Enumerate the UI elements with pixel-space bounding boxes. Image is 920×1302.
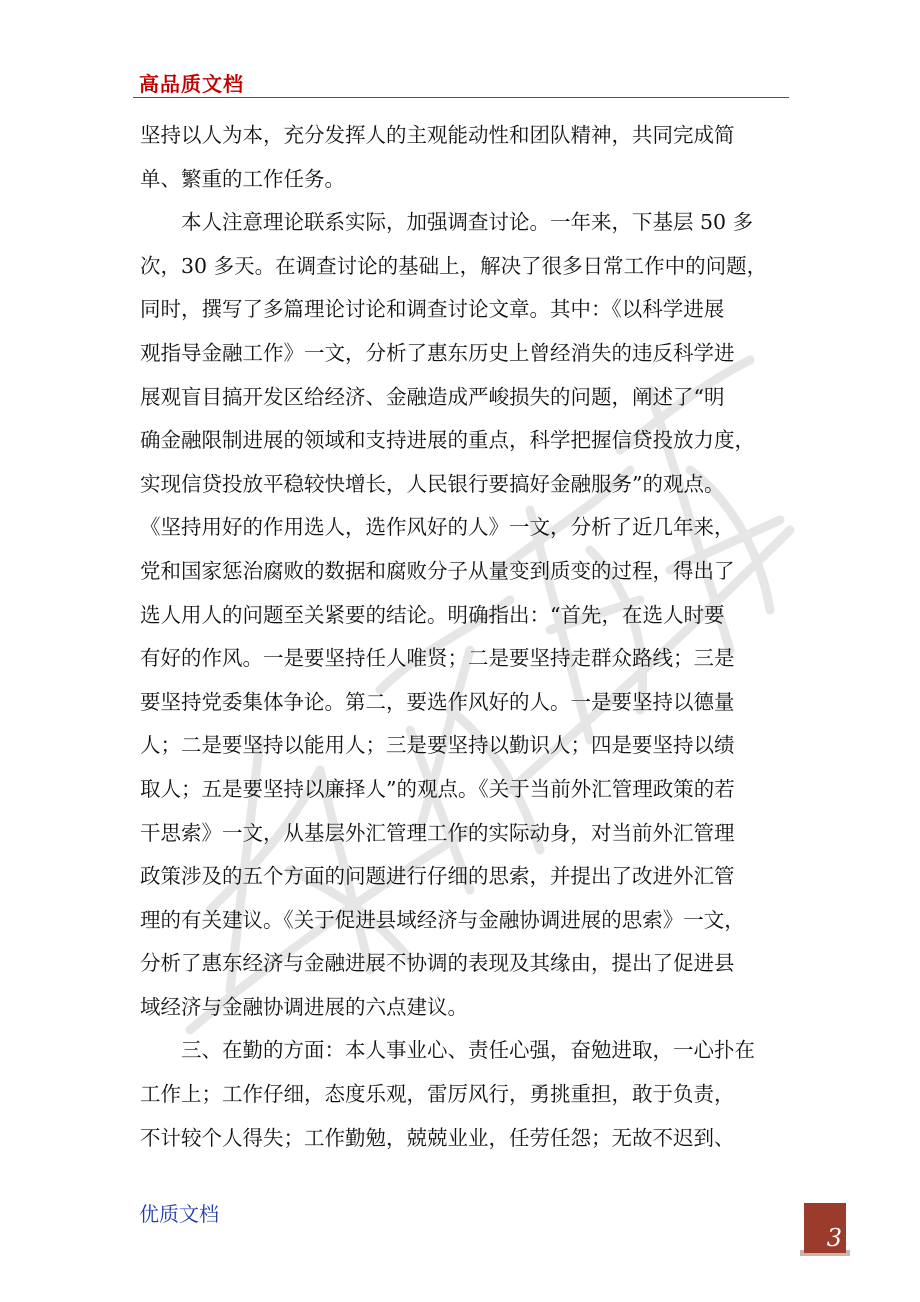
body-line: 有好的作风。一是要坚持任人唯贤；二是要坚持走群众路线；三是 <box>140 646 735 671</box>
body-line: 取人；五是要坚持以廉择人”的观点。《关于当前外汇管理政策的若 <box>140 776 735 801</box>
body-line: 展观盲目搞开发区给经济、金融造成严峻损失的问题，阐述了“明 <box>140 384 725 409</box>
body-line: 工作上；工作仔细，态度乐观，雷厉风行，勇挑重担，敢于负责， <box>140 1082 735 1107</box>
body-line: 域经济与金融协调进展的六点建议。 <box>140 994 468 1019</box>
document-body <box>140 114 792 1160</box>
body-line: 次，30 多天。在调查讨论的基础上，解决了很多日常工作中的问题， <box>140 253 768 278</box>
body-line: 本人注意理论联系实际，加强调查讨论。一年来，下基层 50 多 <box>181 210 754 235</box>
body-line: 党和国家惩治腐败的数据和腐败分子从量变到质变的过程，得出了 <box>140 558 735 583</box>
body-line: 要坚持党委集体争论。第二，要选作风好的人。一是要坚持以德量 <box>140 689 735 714</box>
body-line: 《坚持用好的作用选人，选作风好的人》一文，分析了近几年来， <box>140 515 735 540</box>
body-line: 同时，撰写了多篇理论讨论和调查讨论文章。其中：《以科学进展 <box>140 297 725 322</box>
body-line: 坚持以人为本，充分发挥人的主观能动性和团队精神，共同完成简 <box>140 123 735 147</box>
body-line: 实现信贷投放平稳较快增长，人民银行要搞好金融服务”的观点。 <box>140 471 725 496</box>
body-line: 人；二是要坚持以能用人；三是要坚持以勤识人；四是要坚持以绩 <box>140 733 735 758</box>
body-line: 选人用人的问题至关紧要的结论。明确指出：“首先，在选人时要 <box>140 602 725 627</box>
body-line: 理的有关建议。《关于促进县域经济与金融协调进展的思索》一文， <box>140 907 745 932</box>
body-line: 三、在勤的方面：本人事业心、责任心强，奋勉进取，一心扑在 <box>181 1038 755 1063</box>
body-line: 不计较个人得失；工作勤勉，兢兢业业，任劳任怨；无故不迟到、 <box>140 1125 735 1150</box>
body-line: 分析了惠东经济与金融进展不协调的表现及其缘由，提出了促进县 <box>140 951 735 976</box>
body-line: 干思索》一文，从基层外汇管理工作的实际动身，对当前外汇管理 <box>140 820 735 845</box>
header-title: 高品质文档 <box>139 72 244 96</box>
body-line: 观指导金融工作》一文，分析了惠东历史上曾经消失的违反科学进 <box>140 340 735 365</box>
body-line: 单、繁重的工作任务。 <box>140 166 345 191</box>
body-line: 确金融限制进展的领域和支持进展的重点，科学把握信贷投放力度， <box>140 428 755 453</box>
body-line: 政策涉及的五个方面的问题进行仔细的思索，并提出了改进外汇管 <box>140 864 735 889</box>
page-number: 3 <box>826 1224 842 1252</box>
header-divider <box>133 97 789 98</box>
footer-title: 优质文档 <box>139 1202 219 1226</box>
page-number-badge <box>804 1203 846 1253</box>
